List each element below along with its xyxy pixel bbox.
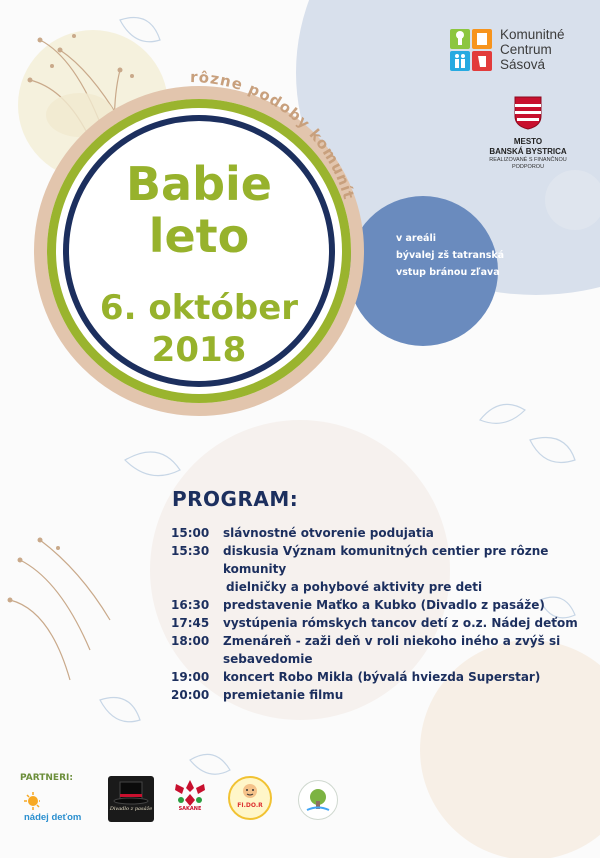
logo-kc-line2: Centrum xyxy=(500,42,552,57)
program-time: 15:30 xyxy=(171,544,210,558)
program-item xyxy=(171,524,578,542)
event-title-line1: Babie xyxy=(126,157,272,211)
program-text: predstavenie Maťko a Kubko (Divadlo z pasáže) xyxy=(223,598,545,612)
partner-fidor xyxy=(228,776,272,820)
program-text-continued: sebavedomie xyxy=(223,652,313,666)
program-text-continued: komunity xyxy=(223,562,287,576)
program-item xyxy=(171,668,578,686)
partner-round-logo xyxy=(298,780,338,820)
slogan-text: rôzne podoby komunít xyxy=(189,67,359,203)
program-text: slávnostné otvorenie podujatia xyxy=(223,526,434,540)
sun-icon xyxy=(24,792,40,814)
program-text: Zmenáreň - zaži deň v roli niekoho iného a zvýš si xyxy=(223,634,561,648)
tree-emblem-icon xyxy=(299,781,337,819)
program-time: 16:30 xyxy=(171,598,210,612)
logo-kc-line1: Komunitné xyxy=(500,27,565,42)
program-time: 18:00 xyxy=(171,634,210,648)
program-text: koncert Robo Mikla (bývalá hviezda Superstar) xyxy=(223,670,541,684)
event-title-line2: leto xyxy=(148,209,250,263)
program-item xyxy=(171,542,578,578)
partner-divadlo-z-pasaze xyxy=(108,776,154,822)
partner-divadlo-text: Divadlo z pasáže xyxy=(109,806,153,812)
city-crest-icon xyxy=(514,96,542,130)
program-time: 20:00 xyxy=(171,688,210,702)
program-time: 17:45 xyxy=(171,616,210,630)
partner-fidor-text: FI.DO.R xyxy=(237,802,263,809)
funding-note-line1: REALIZOVANÉ S FINANČNOU xyxy=(489,157,567,163)
komunitne-centrum-logo xyxy=(450,25,585,77)
top-hat-icon xyxy=(108,776,154,822)
program-time: 19:00 xyxy=(171,670,210,684)
city-line2: BANSKÁ BYSTRICA xyxy=(489,147,567,156)
program-item xyxy=(171,596,578,614)
program-item xyxy=(171,686,578,704)
program-list xyxy=(171,524,578,704)
flower-ornament-icon xyxy=(170,776,210,810)
community-center-icon xyxy=(450,29,494,73)
program-text: premietanie filmu xyxy=(223,688,344,702)
program-item xyxy=(171,614,578,632)
banska-bystrica-logo xyxy=(478,96,578,171)
program-time: 15:00 xyxy=(171,526,210,540)
event-year: 2018 xyxy=(151,330,247,370)
location-line2: bývalej zš tatranská xyxy=(396,250,505,261)
program-item xyxy=(171,578,578,596)
event-location xyxy=(396,230,504,281)
partner-nadej-detom xyxy=(22,792,97,824)
program-text: vystúpenia rómskych tancov detí z o.z. Nádej deťom xyxy=(223,616,578,630)
funding-note-line2: PODPOROU xyxy=(511,164,545,170)
city-name xyxy=(478,137,578,157)
location-line1: v areáli xyxy=(396,233,436,244)
face-icon xyxy=(230,780,270,804)
partner-nadej-text: nádej deťom xyxy=(24,812,82,823)
partners-label: PARTNERI: xyxy=(20,773,73,783)
city-line1: MESTO xyxy=(513,137,543,146)
location-line3: vstup bránou zľava xyxy=(396,267,500,278)
partner-sakane xyxy=(170,776,210,816)
partner-sakane-text: SAKANE xyxy=(178,806,202,812)
komunitne-centrum-text xyxy=(500,27,565,72)
program-item xyxy=(171,632,578,668)
program-text: diskusia Význam komunitných centier pre rôzne xyxy=(223,544,549,558)
program-heading: PROGRAM: xyxy=(172,487,299,511)
event-date: 6. október xyxy=(99,288,299,328)
program-text: dielničky a pohybové aktivity pre deti xyxy=(226,580,483,594)
funding-note xyxy=(478,157,578,171)
logo-kc-line3: Sásová xyxy=(500,57,546,72)
